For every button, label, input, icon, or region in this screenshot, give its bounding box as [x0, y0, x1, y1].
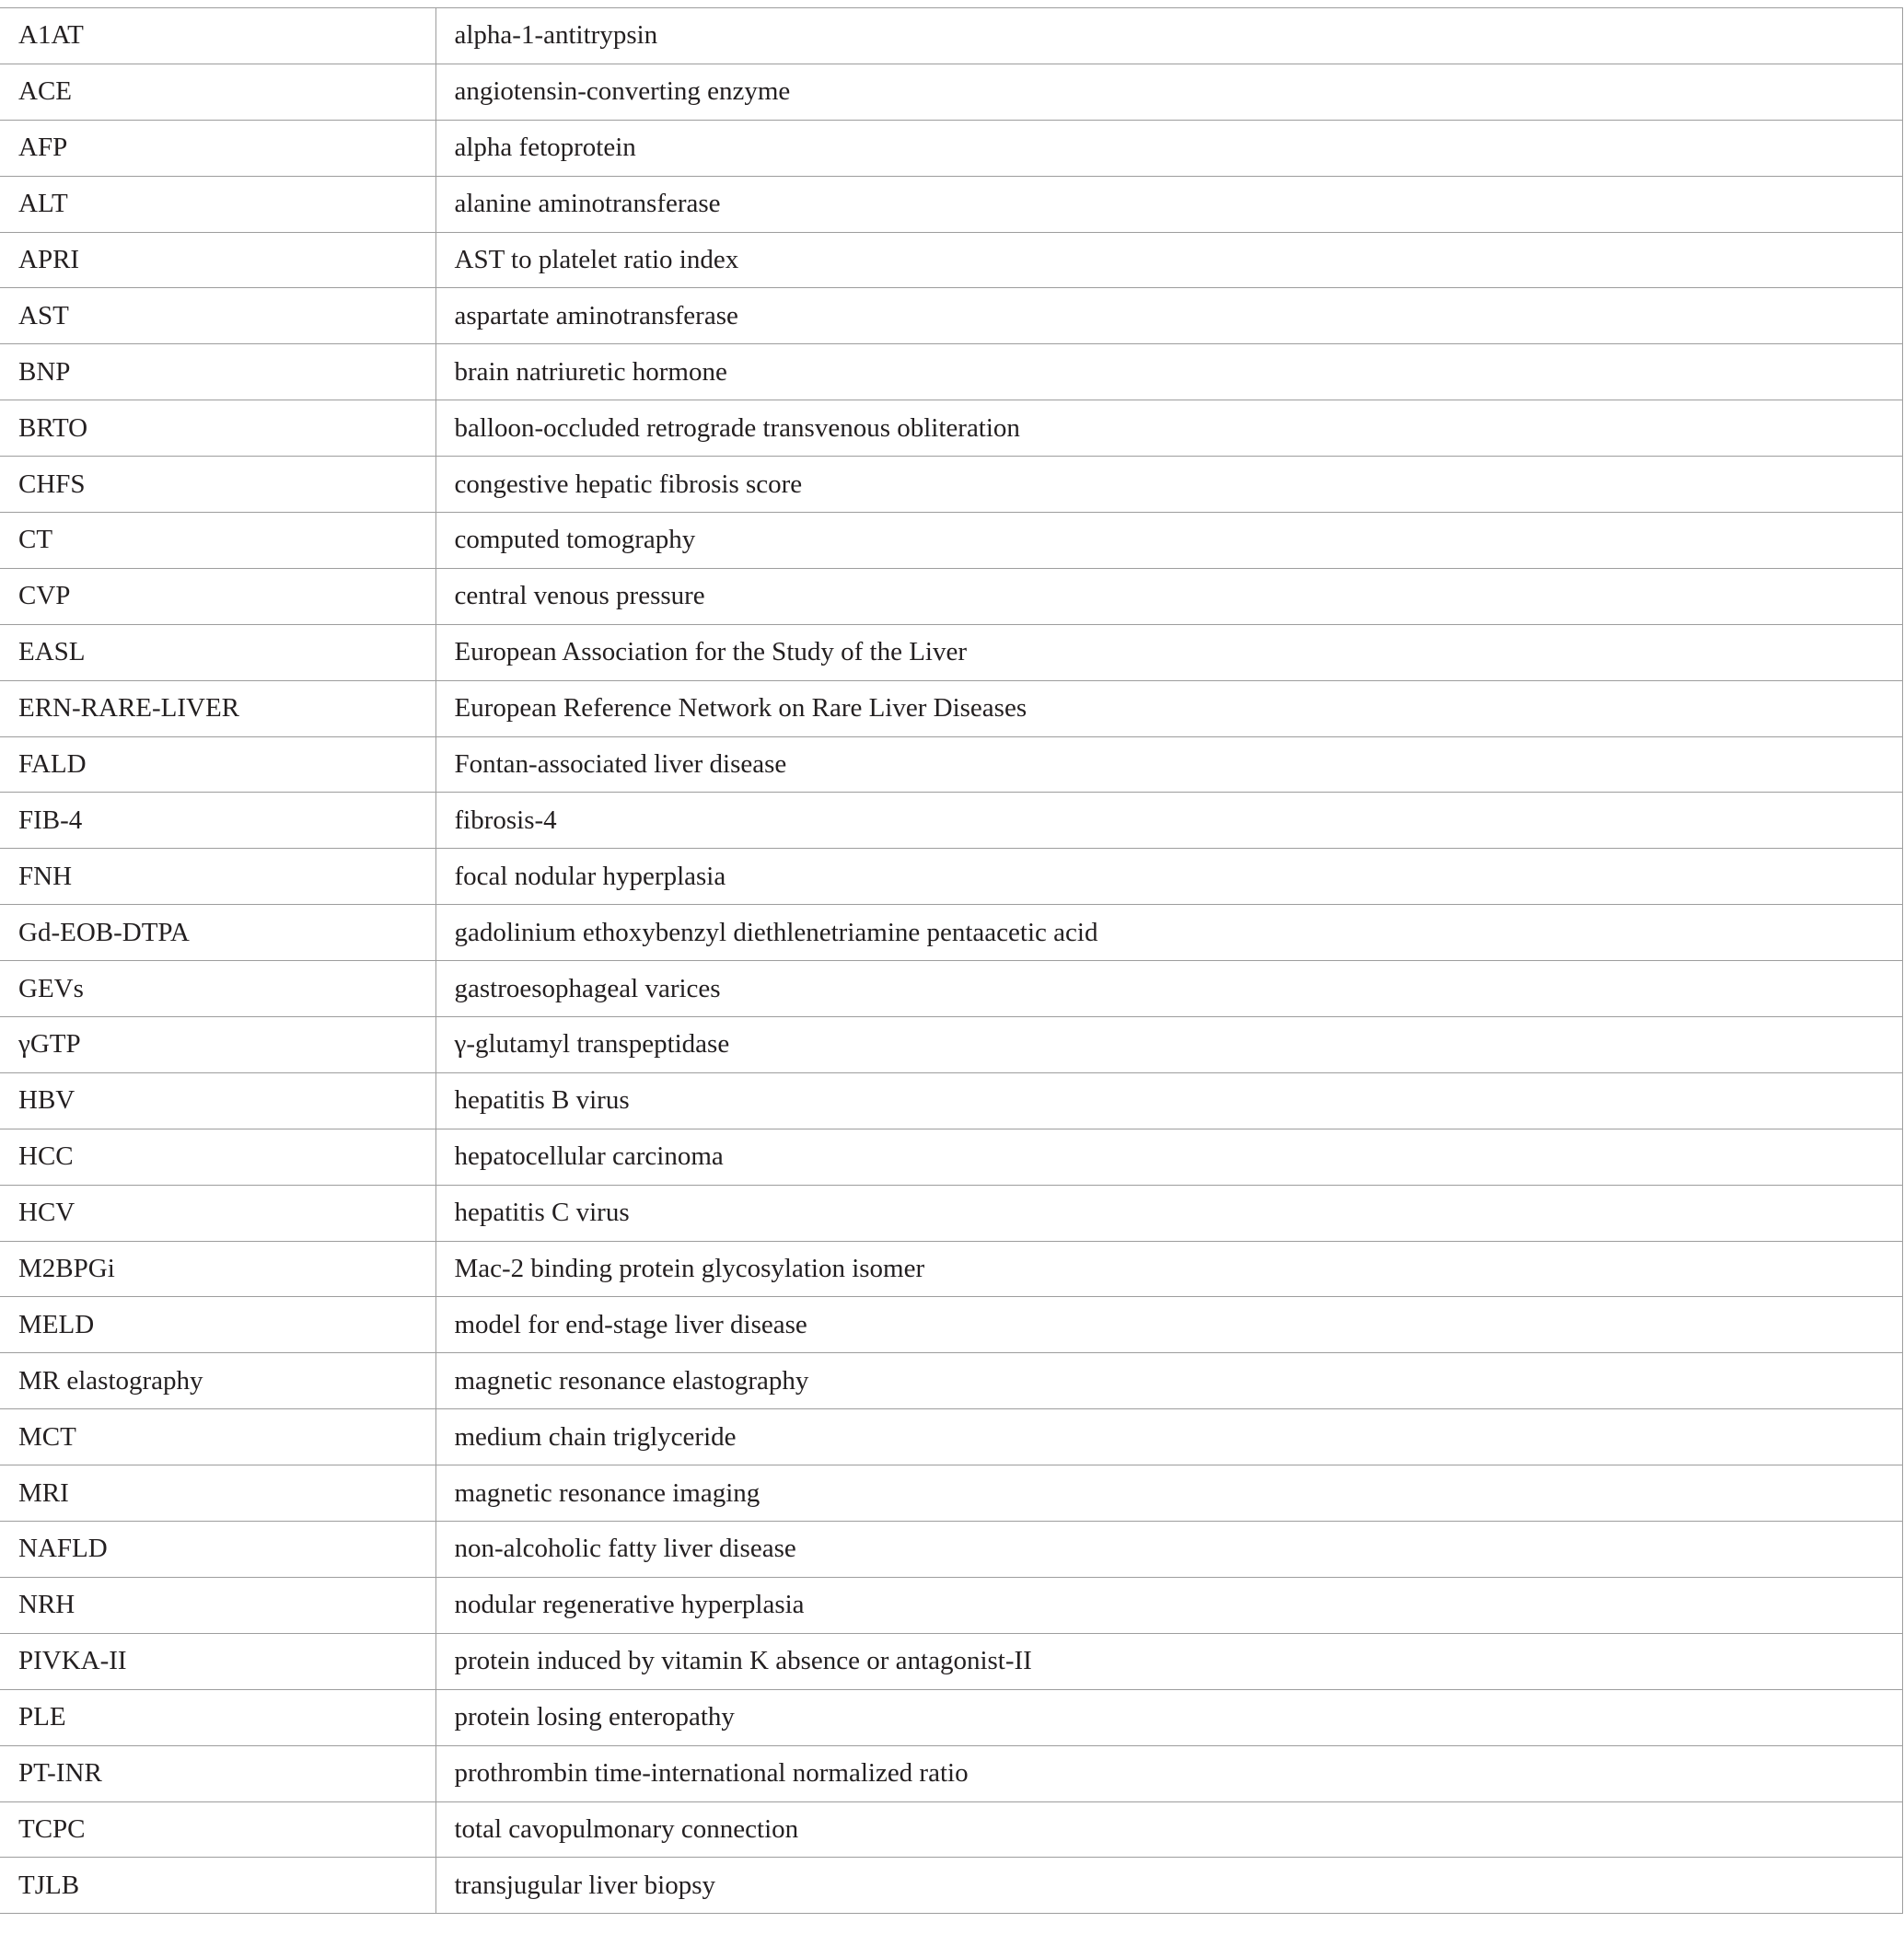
table-row	[0, 961, 1902, 1017]
definition-cell: congestive hepatic fibrosis score	[435, 457, 1902, 513]
abbreviation-cell: BRTO	[0, 400, 435, 457]
definition-cell: balloon-occluded retrograde transvenous obliteration	[435, 400, 1902, 457]
abbreviation-cell: PLE	[0, 1689, 435, 1745]
definition-cell: Fontan-associated liver disease	[435, 736, 1902, 793]
definition-cell: Mac-2 binding protein glycosylation isomer	[435, 1241, 1902, 1297]
abbreviation-cell: APRI	[0, 232, 435, 288]
definition-cell: medium chain triglyceride	[435, 1409, 1902, 1465]
table-row	[0, 1577, 1902, 1633]
abbreviation-cell: PIVKA-II	[0, 1633, 435, 1689]
abbreviation-cell: ERN-RARE-LIVER	[0, 680, 435, 736]
definition-cell: hepatitis C virus	[435, 1185, 1902, 1241]
abbreviations-table	[0, 7, 1903, 1914]
definition-cell: alpha fetoprotein	[435, 120, 1902, 176]
abbreviation-cell: HCC	[0, 1129, 435, 1185]
abbreviation-cell: TCPC	[0, 1801, 435, 1858]
table-row	[0, 232, 1902, 288]
definition-cell: brain natriuretic hormone	[435, 344, 1902, 400]
abbreviation-cell: NRH	[0, 1577, 435, 1633]
table-row	[0, 1633, 1902, 1689]
table-row	[0, 1745, 1902, 1801]
abbreviation-cell: AST	[0, 288, 435, 344]
definition-cell: nodular regenerative hyperplasia	[435, 1577, 1902, 1633]
abbreviation-cell: MCT	[0, 1409, 435, 1465]
abbreviation-cell: A1AT	[0, 8, 435, 64]
abbreviation-cell: MELD	[0, 1297, 435, 1353]
table-row	[0, 344, 1902, 400]
abbreviation-cell: HBV	[0, 1072, 435, 1129]
table-row	[0, 1522, 1902, 1578]
abbreviation-cell: ACE	[0, 64, 435, 120]
definition-cell: protein losing enteropathy	[435, 1689, 1902, 1745]
abbreviation-cell: PT-INR	[0, 1745, 435, 1801]
abbreviation-cell: HCV	[0, 1185, 435, 1241]
definition-cell: model for end-stage liver disease	[435, 1297, 1902, 1353]
table-row	[0, 1858, 1902, 1914]
table-row	[0, 1072, 1902, 1129]
table-row	[0, 1129, 1902, 1185]
table-row	[0, 905, 1902, 961]
definition-cell: aspartate aminotransferase	[435, 288, 1902, 344]
abbreviation-cell: ALT	[0, 176, 435, 232]
abbreviations-table-container	[0, 7, 1902, 1914]
definition-cell: alpha-1-antitrypsin	[435, 8, 1902, 64]
definition-cell: focal nodular hyperplasia	[435, 849, 1902, 905]
table-row	[0, 1185, 1902, 1241]
definition-cell: prothrombin time-international normalized ratio	[435, 1745, 1902, 1801]
abbreviation-cell: FALD	[0, 736, 435, 793]
definition-cell: magnetic resonance elastography	[435, 1353, 1902, 1409]
abbreviation-cell: CT	[0, 513, 435, 569]
definition-cell: European Reference Network on Rare Liver Diseases	[435, 680, 1902, 736]
table-row	[0, 568, 1902, 624]
table-row	[0, 680, 1902, 736]
definition-cell: gastroesophageal varices	[435, 961, 1902, 1017]
table-row	[0, 8, 1902, 64]
definition-cell: computed tomography	[435, 513, 1902, 569]
abbreviation-cell: CHFS	[0, 457, 435, 513]
definition-cell: European Association for the Study of the Liver	[435, 624, 1902, 680]
table-row	[0, 1241, 1902, 1297]
abbreviation-cell: FIB-4	[0, 793, 435, 849]
definition-cell: magnetic resonance imaging	[435, 1465, 1902, 1522]
abbreviation-cell: BNP	[0, 344, 435, 400]
definition-cell: total cavopulmonary connection	[435, 1801, 1902, 1858]
table-row	[0, 849, 1902, 905]
table-row	[0, 1689, 1902, 1745]
abbreviation-cell: MR elastography	[0, 1353, 435, 1409]
abbreviation-cell: TJLB	[0, 1858, 435, 1914]
abbreviation-cell: CVP	[0, 568, 435, 624]
definition-cell: hepatocellular carcinoma	[435, 1129, 1902, 1185]
definition-cell: γ-glutamyl transpeptidase	[435, 1017, 1902, 1073]
definition-cell: gadolinium ethoxybenzyl diethlenetriamine pentaacetic acid	[435, 905, 1902, 961]
definition-cell: hepatitis B virus	[435, 1072, 1902, 1129]
table-row	[0, 400, 1902, 457]
definition-cell: transjugular liver biopsy	[435, 1858, 1902, 1914]
abbreviations-table-body	[0, 8, 1902, 1914]
definition-cell: AST to platelet ratio index	[435, 232, 1902, 288]
table-row	[0, 64, 1902, 120]
table-row	[0, 176, 1902, 232]
table-row	[0, 1353, 1902, 1409]
abbreviation-cell: MRI	[0, 1465, 435, 1522]
table-row	[0, 1801, 1902, 1858]
abbreviation-cell: NAFLD	[0, 1522, 435, 1578]
abbreviation-cell: Gd-EOB-DTPA	[0, 905, 435, 961]
abbreviation-cell: FNH	[0, 849, 435, 905]
definition-cell: central venous pressure	[435, 568, 1902, 624]
table-row	[0, 1409, 1902, 1465]
definition-cell: fibrosis-4	[435, 793, 1902, 849]
table-row	[0, 793, 1902, 849]
table-row	[0, 1017, 1902, 1073]
definition-cell: angiotensin-converting enzyme	[435, 64, 1902, 120]
abbreviation-cell: EASL	[0, 624, 435, 680]
abbreviation-cell: γGTP	[0, 1017, 435, 1073]
table-row	[0, 624, 1902, 680]
abbreviation-cell: AFP	[0, 120, 435, 176]
table-row	[0, 1297, 1902, 1353]
definition-cell: protein induced by vitamin K absence or antagonist-II	[435, 1633, 1902, 1689]
table-row	[0, 513, 1902, 569]
table-row	[0, 120, 1902, 176]
table-row	[0, 1465, 1902, 1522]
abbreviation-cell: M2BPGi	[0, 1241, 435, 1297]
table-row	[0, 457, 1902, 513]
definition-cell: alanine aminotransferase	[435, 176, 1902, 232]
table-row	[0, 736, 1902, 793]
table-row	[0, 288, 1902, 344]
definition-cell: non-alcoholic fatty liver disease	[435, 1522, 1902, 1578]
abbreviation-cell: GEVs	[0, 961, 435, 1017]
